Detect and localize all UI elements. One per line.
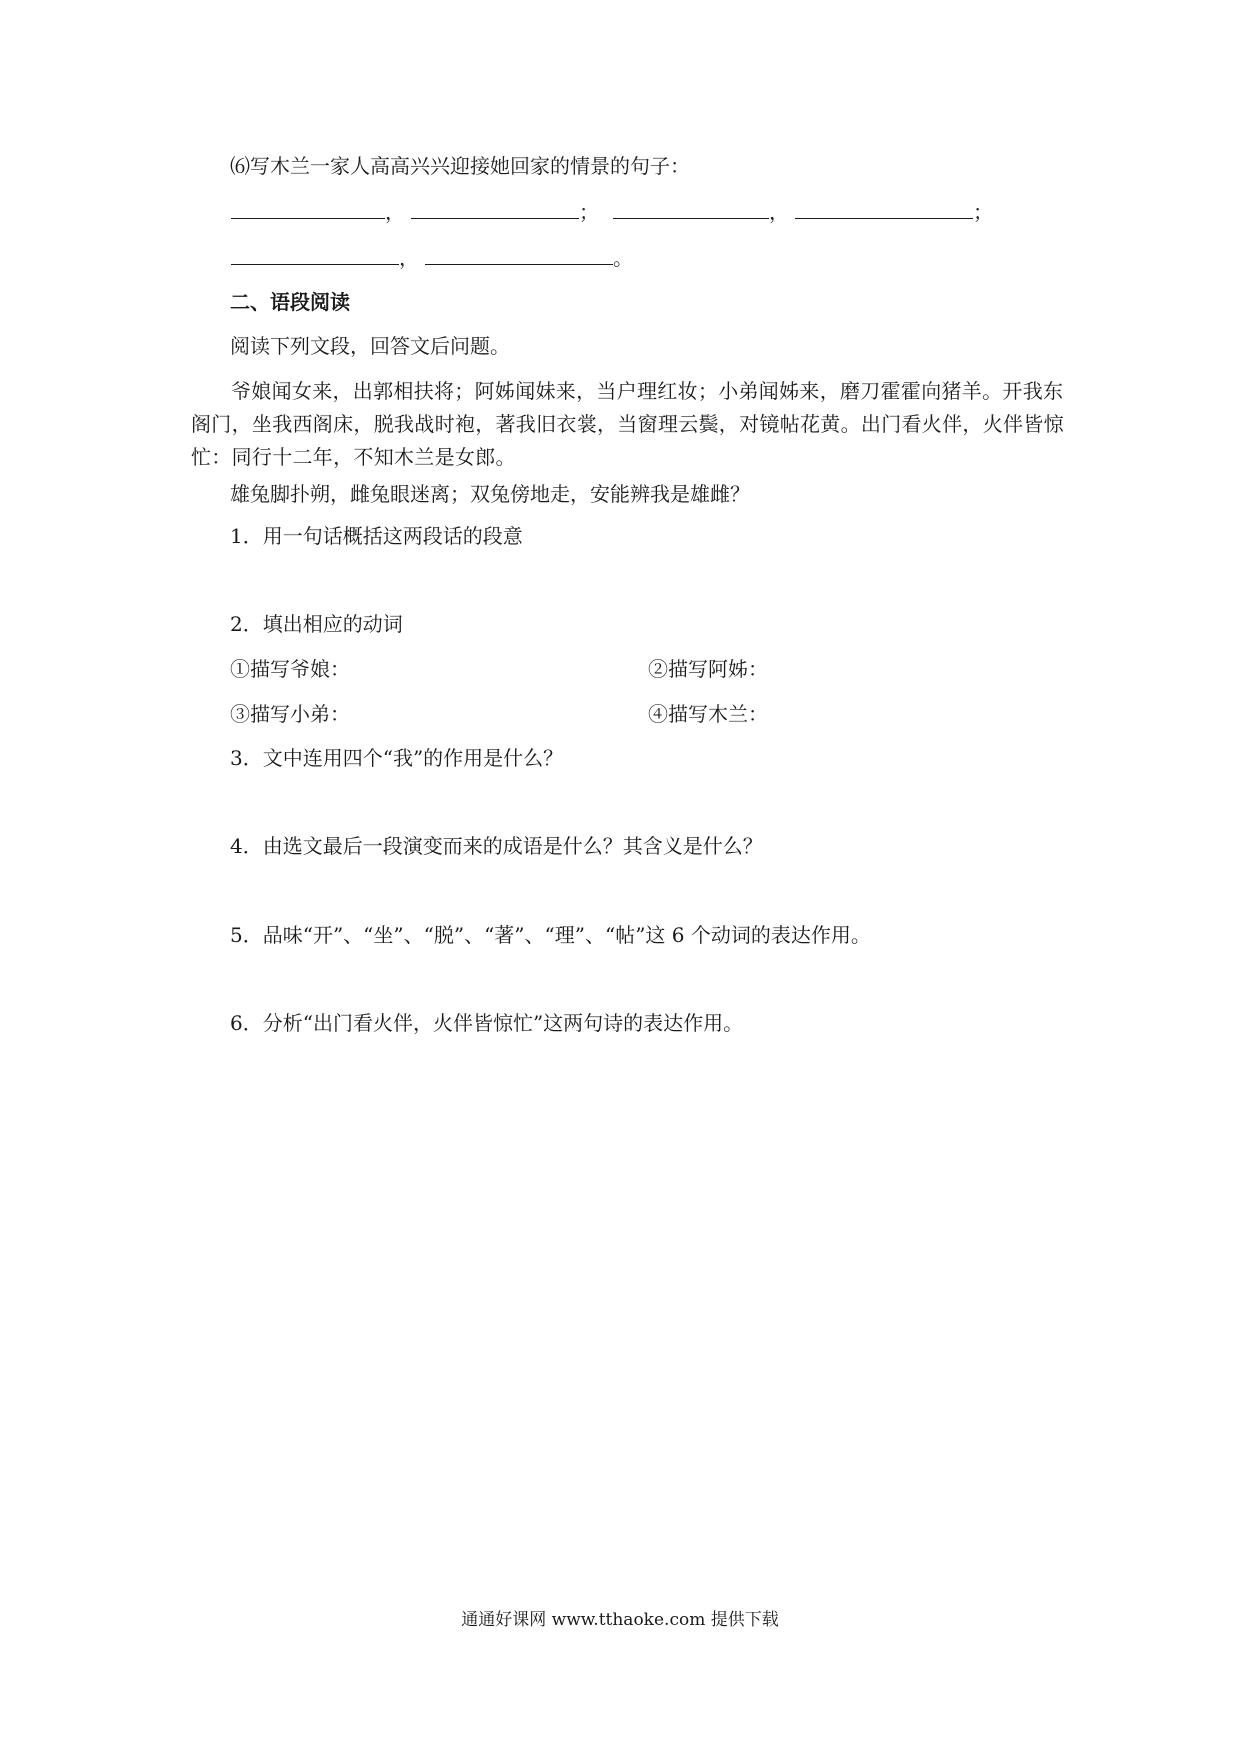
reading-instruction: 阅读下列文段，回答文后问题。 — [230, 334, 510, 358]
answer-blank-3[interactable] — [613, 198, 769, 219]
passage-paragraph-2: 雄兔脚扑朔，雌兔眼迷离；双兔傍地走，安能辨我是雄雌？ — [230, 482, 750, 506]
comma-3: ， — [399, 246, 419, 270]
question-2-item-b: ②描写阿姊： — [648, 657, 768, 681]
passage-paragraph-1: 爷娘闻女来，出郭相扶将；阿姊闻妹来，当户理红妆；小弟闻姊来，磨刀霍霍向猪羊。开我东阁门，坐我西阁床，脱我战时袍，著我旧衣裳，当窗理云鬓，对镜帖花黄。出门看火伴，火伴皆惊忙：同行十二年，不知木兰是女郎。 — [191, 379, 1064, 469]
answer-blank-5[interactable] — [231, 244, 399, 265]
question-2-item-d: ④描写木兰： — [648, 702, 768, 726]
question-1: 1．用一句话概括这两段话的段意 — [230, 524, 523, 548]
semicolon-1: ； — [579, 200, 599, 224]
question-2: 2．填出相应的动词 — [230, 612, 403, 636]
comma-2: ， — [769, 200, 789, 224]
answer-blank-4[interactable] — [795, 198, 973, 219]
period-1: 。 — [613, 246, 633, 270]
answer-blank-1[interactable] — [231, 198, 385, 219]
blank-row-1 — [231, 198, 993, 226]
comma-1: ， — [385, 200, 405, 224]
question-2-item-c: ③描写小弟： — [230, 702, 350, 726]
blank-row-2 — [231, 244, 633, 272]
question-2-item-a: ①描写爷娘： — [230, 657, 350, 681]
question-3: 3．文中连用四个“我”的作用是什么？ — [230, 746, 564, 770]
question-4: 4．由选文最后一段演变而来的成语是什么？其含义是什么？ — [230, 834, 763, 858]
answer-blank-2[interactable] — [411, 198, 579, 219]
section-heading: 二、语段阅读 — [230, 290, 350, 314]
answer-blank-6[interactable] — [425, 244, 613, 265]
question-5: 5．品味“开”、“坐”、“脱”、“著”、“理”、“帖”这 6 个动词的表达作用。 — [230, 923, 871, 947]
page-footer: 通通好课网 www.tthaoke.com 提供下载 — [461, 1610, 779, 1630]
item6-prompt: ⑹写木兰一家人高高兴兴迎接她回家的情景的句子： — [230, 154, 690, 178]
question-6: 6．分析“出门看火伴，火伴皆惊忙”这两句诗的表达作用。 — [230, 1011, 744, 1035]
semicolon-2: ； — [973, 200, 993, 224]
